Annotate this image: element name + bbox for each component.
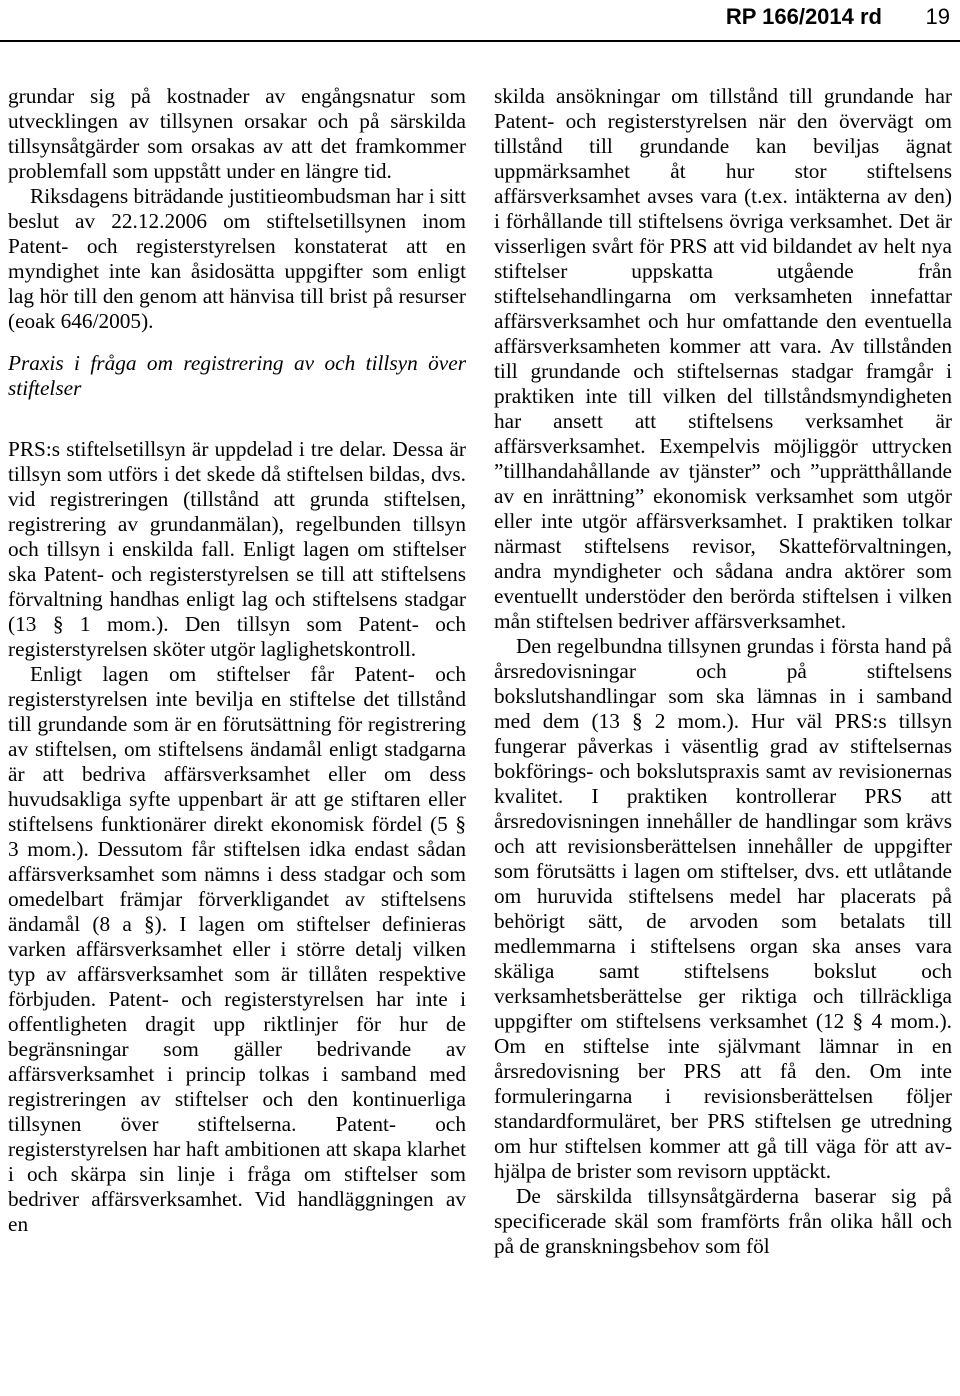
document-reference: RP 166/2014 rd: [725, 4, 882, 29]
paragraph: skilda ansökningar om tillstånd till grundande har Patent- och registerstyrelsen när den övervägt om tillstånd till grundande kan beviljas ägnat uppmärksamhet åt hur stor stiftelsens affärsverksamhet avses vara (t.ex. intäkterna av den) i förhållande till stiftelsens övriga verksamhet. Det är visserligen svårt för PRS att vid bildandet av helt nya stiftelser uppskatta utgående från stiftelsehandlingarna om verksamheten innefattar affärsverksamhet och hur omfattande den eventuella affärsverksamheten kommer att vara. Av tillstånden till grundande och stiftelsernas stadgar framgår i praktiken inte till vilken del tillståndsmyndigheten har ansett att stiftelsens verksamhet är affärsverksamhet. Exempelvis möjliggör uttrycken ”tillhandahållande av tjänster” och ”upprätthållande av en inrättning” ekonomisk verksamhet som utgör eller inte utgör affärsverksamhet. I praktiken tolkar närmast stiftelsens revisor, Skatteförvaltningen, andra myndigheter och sådana andra aktörer som eventuellt understöder den berörda stiftelsen i vilken mån stiftelsen bedriver affärsverksamhet.: [494, 84, 952, 633]
paragraph: grundar sig på kostnader av engångsnatur som utvecklingen av tillsynen orsakar och på särskilda tillsynsåtgärder som orsakas av att det framkommer problemfall som uppstått under en längre tid.: [8, 84, 466, 183]
paragraph: Riksdagens biträdande justitieombudsman har i sitt beslut av 22.12.2006 om stiftelsetillsynen inom Patent- och registerstyrelsen konstaterat att en myndighet inte kan åsidosätta uppgifter som enligt lag hör till den genom att hänvisa till brist på resurser (eoak 646/2005).: [8, 184, 466, 333]
paragraph: Den regelbundna tillsynen grundas i första hand på årsredovisningar och på stiftelsens bokslutshandlingar som ska lämnas in i samband med dem (13 § 2 mom.). Hur väl PRS:s tillsyn fungerar påverkas i väsentlig grad av stiftelsernas bokförings- och bokslutspraxis samt av revisionernas kvalitet. I praktiken kontrollerar PRS att årsredovisningen innehåller de handlingar som krävs och att revisionsberättelsen innehåller de uppgifter som förutsätts i lagen om stiftelser, dvs. ett utlåtande om huruvida stiftelsens medel har placerats på behörigt sätt, de arvoden som betalats till medlemmarna i stiftelsens organ ska anses vara skäliga samt stiftelsens bokslut och verksamhetsberättelse ger riktiga och tillräckliga uppgifter om stiftelsens verksamhet (12 § 4 mom.). Om en stiftelse inte självmant lämnar in en årsredovisning ber PRS att få den. Om inte formuleringarna i revisionsberättelsen följer standardformuläret, ber PRS stiftelsen ge utredning om hur stiftelsen kommer att gå till väga för att avhjälpa de brister som revisorn upptäckt.: [494, 634, 952, 1183]
paragraph: PRS:s stiftelsetillsyn är uppdelad i tre delar. Dessa är tillsyn som utförs i det skede då stiftelsen bildas, dvs. vid registreringen (tillstånd att grunda stiftelsen, registrering av grundanmälan), regelbunden tillsyn och tillsyn i enskilda fall. Enligt lagen om stiftelser ska Patent- och registerstyrelsen se till att stiftelsens förvaltning handhas enligt lag och stiftelsens stadgar (13 § 1 mom.). Den tillsyn som Patent- och registerstyrelsen sköter utgör laglighetskontroll.: [8, 437, 466, 661]
paragraph: Enligt lagen om stiftelser får Patent- och registerstyrelsen inte bevilja en stiftelse det tillstånd till grundande som är en förutsättning för registrering av stiftelsen, om stiftelsens ändamål enligt stadgarna är att bedriva affärsverksamhet eller om dess huvudsakliga syfte uppenbart är att ge stiftaren eller stiftelsens funktionärer direkt ekonomisk fördel (5 § 3 mom.). Dessutom får stiftelsen idka endast sådan affärsverksamhet som nämns i dess stadgar och som omedelbart främjar förverkligandet av stiftelsens ändamål (8 a §). I lagen om stiftelser definieras varken affärsverksamhet eller i större detalj vilken typ av affärsverksamhet som är tillåten respektive förbjuden. Patent- och registerstyrelsen har inte i offentligheten dragit upp riktlinjer för hur de begränsningar som gäller bedrivande av affärsverksamhet i princip tolkas i samband med registreringen av stiftelser och den kontinuerliga tillsynen över stiftelserna. Patent- och registerstyrelsen har haft ambitionen att skapa klarhet i och skärpa sin linje i fråga om stiftelser som bedriver affärsverksamhet. Vid handläggningen av en: [8, 662, 466, 1236]
page-header: [0, 4, 960, 32]
paragraph: De särskilda tillsynsåtgärderna baserar sig på specificerade skäl som framförts från olika håll och på de granskningsbehov som föl: [494, 1184, 952, 1258]
left-column: [8, 84, 466, 1237]
page-number: 19: [925, 4, 950, 29]
right-column: [494, 84, 952, 1259]
section-heading: Praxis i fråga om registrering av och tillsyn över stiftelser: [8, 351, 466, 400]
header-divider: [0, 40, 960, 42]
